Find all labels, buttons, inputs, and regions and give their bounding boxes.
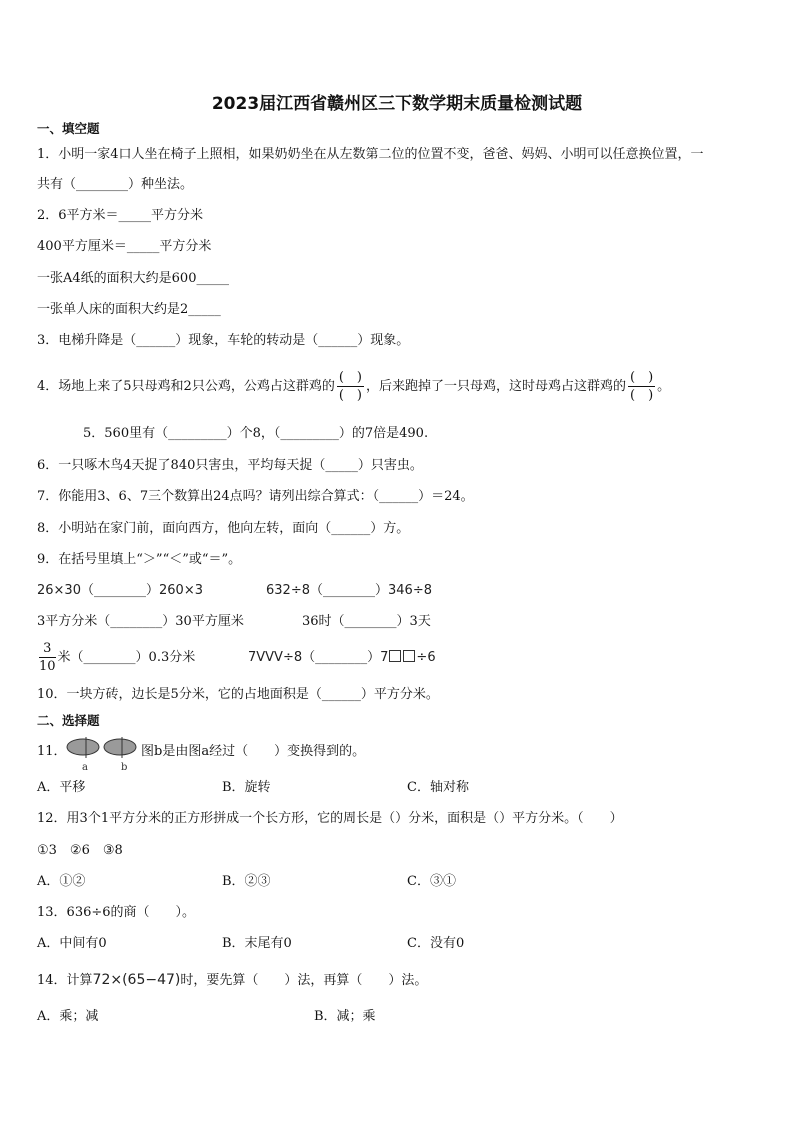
option-c[interactable]: C．没有0 [407,936,465,951]
question-2-line-1: 2．6平方米＝_____平方分米 [37,208,204,223]
question-9-row-2b: 36时（________）3天 [302,614,431,629]
option-b[interactable]: B．末尾有0 [222,936,292,951]
figure-label-b: b [121,762,128,773]
fraction-numerator-blank: ( ) [630,370,654,385]
oval-a-icon [67,739,99,755]
fraction-denominator-blank: ( ) [630,388,654,403]
question-11-text: 图b是由图a经过（ ）变换得到的。 [141,744,366,759]
figure-label-a: a [82,762,88,773]
fraction-numerator: 3 [39,640,56,658]
question-9-row-3a-rest: 米（________）0.3分米 [57,650,196,665]
question-7: 7．你能用3、6、7三个数算出24点吗？请列出综合算式：（______）＝24。 [37,489,474,504]
question-12: 12．用3个1平方分米的正方形拼成一个长方形，它的周长是（）分米，面积是（）平方分米。（ ） [37,811,623,826]
section-heading-fill-blank: 一、填空题 [37,121,100,136]
fraction-numerator-blank: ( ) [338,370,362,385]
answer-blank: （________） [80,583,159,598]
question-9-row-3a [37,640,195,675]
question-9-row-2a: 3平方分米（________）30平方厘米 [37,614,244,629]
fraction-blank-1 [337,369,364,404]
math-expression: 7 [380,650,389,665]
question-14-part-a: 14．计算 [37,973,93,988]
question-9-row-1a [37,582,203,600]
math-expression: 346÷8 [388,583,432,598]
question-9-row-1b [266,582,432,600]
math-expression: 72×(65−47) [92,972,181,988]
fraction-three-tenths [39,640,56,675]
question-5: 5．560里有（_________）个8，（_________）的7倍是490. [83,426,429,441]
question-1-line-1: 1．小明一家4口人坐在椅子上照相，如果奶奶坐在从左数第二位的位置不变，爸爸、妈妈、小明可以任意换位置，一 [37,147,704,162]
question-3: 3．电梯升降是（______）现象，车轮的转动是（______）现象。 [37,333,410,348]
option-c[interactable]: C．③① [407,874,456,889]
math-expression: ÷6 [416,650,436,665]
math-expression: 260×3 [159,583,203,598]
answer-blank: （________） [302,650,381,665]
question-8: 8．小明站在家门前，面向西方，他向左转，面向（______）方。 [37,521,410,536]
option-a[interactable]: A．①② [37,874,86,889]
question-11-number: 11． [37,744,67,759]
question-14-part-b: 时，要先算（ ）法，再算（ ）法。 [180,973,428,988]
question-4 [37,369,670,404]
option-b[interactable]: B．②③ [222,874,271,889]
option-c[interactable]: C．轴对称 [407,780,469,795]
question-2-line-4: 一张单人床的面积大约是2_____ [37,302,221,317]
math-expression: 632÷8 [266,583,310,598]
question-11 [37,743,67,761]
fraction-denominator: 10 [39,659,56,674]
question-1-line-2: 共有（________）种坐法。 [37,177,194,192]
section-heading-multiple-choice: 二、选择题 [37,713,100,728]
option-b[interactable]: B．旋转 [222,780,271,795]
question-4-part-a: 4．场地上来了5只母鸡和2只公鸡，公鸡占这群鸡的 [37,379,335,394]
option-a[interactable]: A．乘；减 [37,1009,99,1024]
answer-blank: （________） [309,583,388,598]
option-b[interactable]: B．减；乘 [314,1009,376,1024]
question-13: 13．636÷6的商（ ）。 [37,905,196,920]
question-9-row-3b [248,649,436,667]
math-expression: 26×30 [37,583,81,598]
option-a[interactable]: A．平移 [37,780,86,795]
fraction-blank-2 [628,369,655,404]
question-12-choices: ①3 ②6 ③8 [37,843,123,858]
question-2-line-3: 一张A4纸的面积大约是600_____ [37,271,229,286]
question-9: 9．在括号里填上“＞”“＜”或“＝”。 [37,552,242,567]
question-4-part-c: 。 [657,379,671,394]
oval-b-icon [104,739,136,755]
digit-box [403,650,415,662]
digit-box [389,650,401,662]
question-10: 10．一块方砖，边长是5分米，它的占地面积是（______）平方分米。 [37,687,439,702]
question-2-line-2: 400平方厘米＝_____平方分米 [37,239,212,254]
fraction-denominator-blank: ( ) [338,388,362,403]
question-14 [37,971,427,990]
math-expression: 7VVV÷8 [248,650,303,665]
page-title: 2023届江西省赣州区三下数学期末质量检测试题 [211,94,583,114]
question-4-part-b: ，后来跑掉了一只母鸡，这时母鸡占这群鸡的 [365,379,626,394]
option-a[interactable]: A．中间有0 [37,936,107,951]
question-6: 6．一只啄木鸟4天捉了840只害虫，平均每天捉（_____）只害虫。 [37,458,423,473]
ovals-figure-icon [64,736,142,774]
